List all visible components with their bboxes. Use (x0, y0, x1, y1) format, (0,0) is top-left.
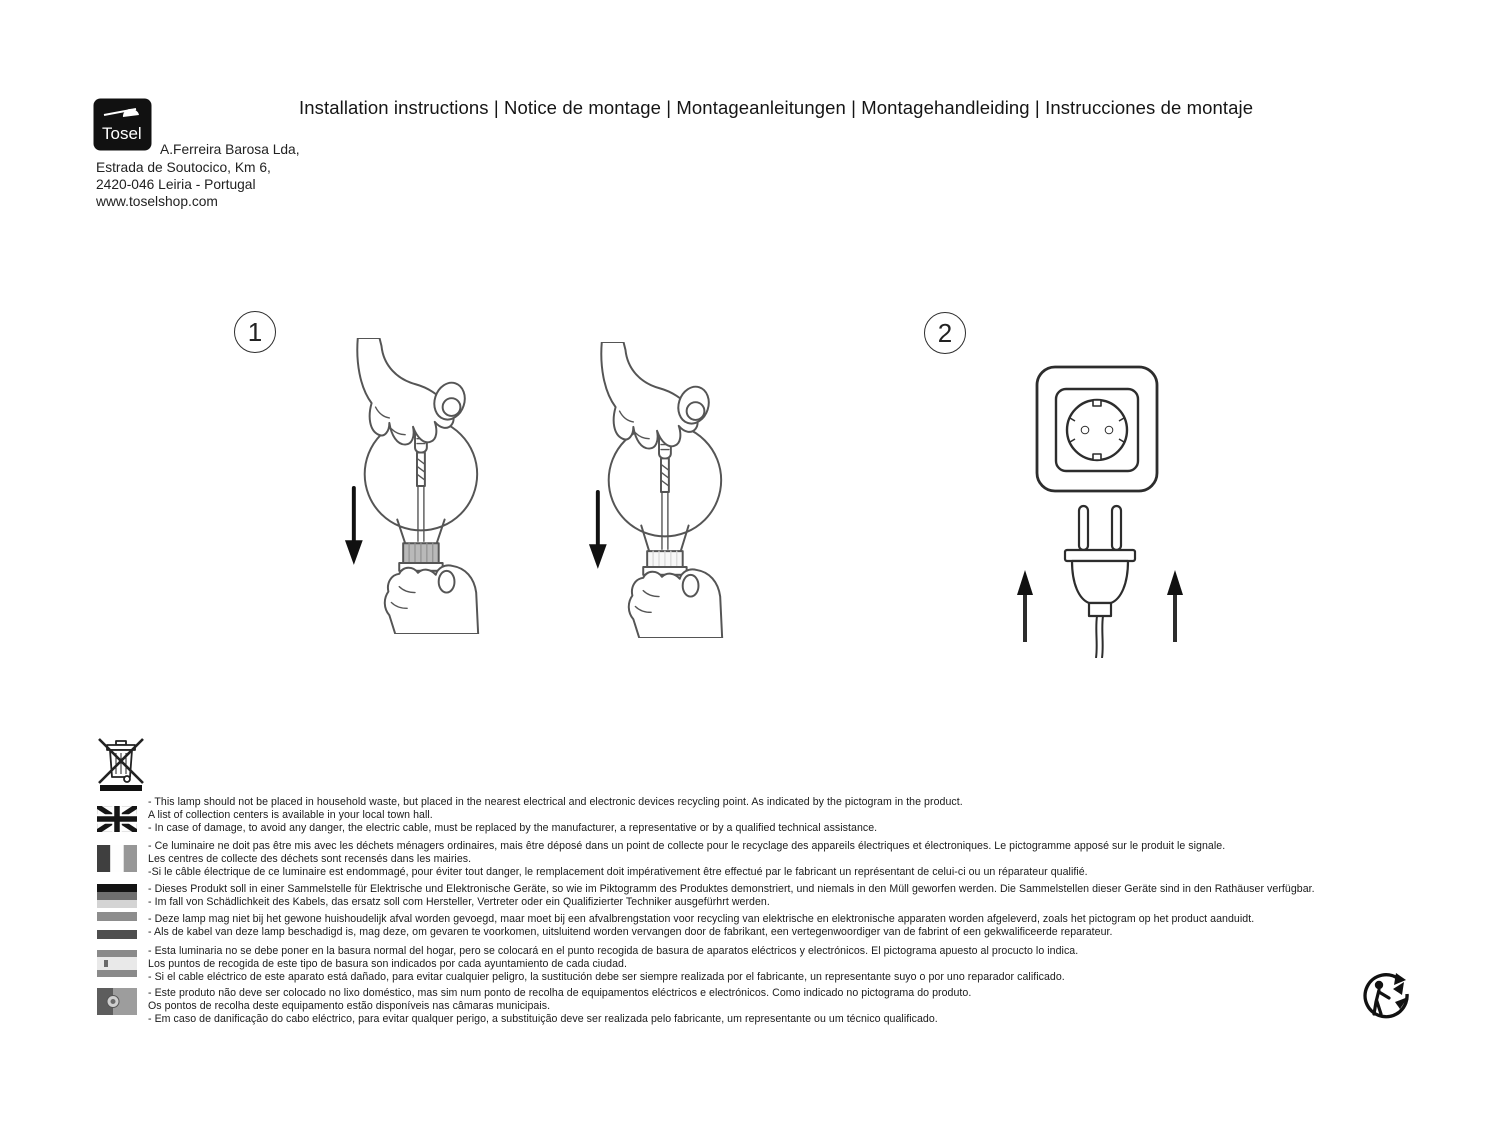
company-address-2: 2420-046 Leiria - Portugal (96, 177, 256, 192)
triman-recycling-icon (1360, 972, 1412, 1024)
notice-english (148, 796, 963, 835)
notice-line: - Deze lamp mag niet bij het gewone huishoudelijk afval worden gevoegd, maar moet bij een afvalbrengstation voor recycling van elektrische en elektronische apparaten worden afgeleverd, zoals het pictogram op het product aanduidt. (148, 913, 1255, 925)
notice-line: - Este produto não deve ser colocado no lixo doméstico, mas sim num ponto de recolha de equipamentos eléctricos e electrónicos. Como indicado no pictograma do produto. (148, 987, 972, 999)
notice-line: Les centres de collecte des déchets sont recensés dans les mairies. (148, 853, 472, 866)
notice-line: - Ce luminaire ne doit pas être mis avec les déchets ménagers ordinaires, mais être déposé dans un point de collecte pour le recyclage des appareils électriques et électroniques. Le pictogramme apposé sur le produit le signale. (148, 840, 1226, 852)
step-2-number: 2 (937, 317, 953, 348)
portugal-flag (97, 988, 137, 1015)
bulb-into-holder-illustration-2 (576, 342, 744, 638)
logo-text: Tosel (102, 124, 142, 143)
notice-line: - Em caso de danificação do cabo eléctrico, para evitar qualquer perigo, a substituição deve ser realizada pelo fabricante, um representante ou um técnico qualificado. (148, 1013, 938, 1026)
step-1-number: 1 (247, 316, 263, 347)
notice-line: - Im fall von Schädlichkeit des Kabels, das ersatz soll com Hersteller, Vertreter oder ein Qualifizierter Techniker ausgefürhrt werden. (148, 896, 770, 909)
notice-portuguese (148, 987, 971, 1026)
notice-line: A list of collection centers is available in your local town hall. (148, 809, 433, 822)
notice-line: - Esta luminaria no se debe poner en la basura normal del hogar, pero se colocará en el punto recogida de basura de aparatos eléctricos y electrónicos. El pictograma apuesto al procucto lo indica. (148, 945, 1079, 957)
uk-flag (97, 806, 137, 832)
notice-german (148, 883, 1315, 909)
wall-socket-illustration (1033, 363, 1161, 495)
company-name: A.Ferreira Barosa Lda, (160, 142, 300, 157)
tosel-logo (93, 98, 152, 151)
step-2-badge (924, 312, 966, 354)
company-address-1: Estrada de Soutocico, Km 6, (96, 160, 271, 175)
spain-flag (97, 950, 137, 977)
weee-crossed-bin-icon (92, 730, 150, 792)
notice-line: Los puntos de recogida de este tipo de basura son indicados por cada ayuntamiento de cada ciudad. (148, 958, 627, 971)
notice-dutch (148, 913, 1254, 939)
germany-flag (97, 884, 137, 908)
page-title: Installation instructions | Notice de montage | Montageanleitungen | Montagehandleiding | Instrucciones de montaje (299, 97, 1254, 118)
step-1-badge (234, 311, 276, 353)
notice-spanish (148, 945, 1078, 984)
company-website: www.toselshop.com (96, 194, 218, 209)
notice-line: - In case of damage, to avoid any danger, the electric cable, must be replaced by the manufacturer, a representative or by a qualified technical assistance. (148, 822, 878, 835)
notice-line: - Dieses Produkt soll in einer Sammelstelle für Elektrische und Elektronische Geräte, so wie im Piktogramm des Produktes demonstriert, und niemals in den Müll geworfen werden. Die Sammelstellen dieser Geräte sind in den Rathäuser verfügbar. (148, 883, 1315, 895)
notice-french (148, 840, 1225, 879)
notice-line: -Si le câble électrique de ce luminaire est endommagé, pour éviter tout danger, le remplacement doit impérativement être effectué par le fabricant un représentant de celui-ci ou un réparateur qualifié. (148, 866, 1088, 879)
notice-line: - This lamp should not be placed in household waste, but placed in the nearest electrical and electronic devices recycling point. As indicated by the pictogram in the product. (148, 796, 963, 808)
notice-line: - Si el cable eléctrico de este aparato está dañado, para evitar cualquier peligro, la sustitución debe ser siempre realizada por el fabricante, un representante suyo o por uno reparador calificado. (148, 971, 1065, 984)
bulb-into-holder-illustration-1 (332, 338, 500, 634)
tosel-logo-icon (93, 98, 152, 151)
plug-illustration (1005, 500, 1195, 658)
netherlands-flag (97, 912, 137, 939)
notice-line: - Als de kabel van deze lamp beschadigd is, mag deze, om gevaren te voorkomen, uitsluitend worden vervangen door de fabrikant, een vertegenwoordiger van de fabrint of een gekwalificeerde reparateur. (148, 926, 1113, 939)
france-flag (97, 845, 137, 872)
notice-line: Os pontos de recolha deste equipamento estão disponíveis nas câmaras municipais. (148, 1000, 551, 1013)
